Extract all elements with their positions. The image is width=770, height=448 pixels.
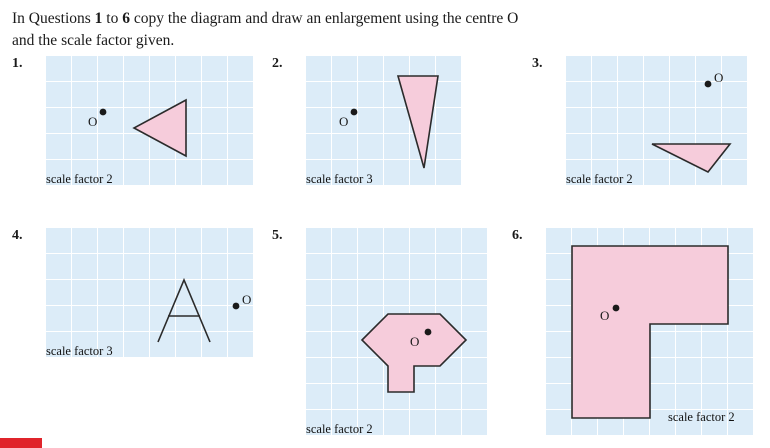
question-4-grid: [46, 228, 254, 358]
question-5-scale-factor: scale factor 2: [306, 422, 373, 436]
instruction-line1-mid: to: [102, 10, 123, 27]
instruction-line1-post: copy the diagram and draw an enlargement using the centre O: [129, 10, 519, 27]
question-6-figure: [546, 228, 754, 436]
question-4-figure: [46, 228, 254, 358]
centre-dot: [100, 109, 107, 116]
question-3: [532, 56, 762, 196]
instruction-line2: and the scale factor given.: [12, 32, 175, 50]
question-1-number: 1.: [12, 56, 23, 71]
question-1-grid-wrap: [46, 56, 254, 186]
question-4-scale-factor: scale factor 3: [46, 344, 113, 358]
page-footer-bar: [0, 438, 42, 448]
l-shape: [572, 246, 728, 418]
hexagon-tail-shape: [362, 314, 466, 392]
centre-label: O: [600, 308, 610, 323]
question-4-grid-wrap: [46, 228, 254, 358]
centre-label: O: [242, 292, 252, 307]
question-2-number: 2.: [272, 56, 283, 71]
question-6-grid: [546, 228, 754, 436]
question-6-number: 6.: [512, 228, 523, 243]
centre-dot: [705, 81, 712, 88]
question-5-grid-wrap: [306, 228, 488, 436]
question-3-grid-wrap: [566, 56, 748, 186]
question-6: [512, 228, 768, 448]
question-2-grid: [306, 56, 462, 186]
question-4: [12, 228, 262, 368]
centre-label: O: [88, 114, 98, 129]
centre-label: O: [714, 70, 724, 85]
question-1-figure: [46, 56, 254, 186]
question-2-scale-factor: scale factor 3: [306, 172, 373, 186]
question-2-grid-wrap: [306, 56, 462, 186]
question-1-scale-factor: scale factor 2: [46, 172, 113, 186]
question-2-figure: [306, 56, 462, 186]
question-5-grid: [306, 228, 488, 436]
question-5-figure: [306, 228, 488, 436]
question-3-scale-factor: scale factor 2: [566, 172, 633, 186]
triangle-shape: [652, 144, 730, 172]
question-5: [272, 228, 502, 448]
instruction-line1: [12, 10, 518, 27]
instruction-text: [12, 8, 652, 53]
centre-label: O: [339, 114, 349, 129]
question-2: [272, 56, 482, 196]
question-3-number: 3.: [532, 56, 543, 71]
question-1: [12, 56, 262, 196]
question-4-number: 4.: [12, 228, 23, 243]
question-3-grid: [566, 56, 748, 186]
centre-dot: [351, 109, 358, 116]
centre-dot: [613, 305, 620, 312]
question-3-figure: [566, 56, 748, 186]
instruction-bold-1: 1: [94, 10, 103, 27]
centre-label: O: [410, 334, 420, 349]
centre-dot: [233, 303, 240, 310]
triangle-shape: [398, 76, 438, 168]
triangle-shape: [134, 100, 186, 156]
question-6-grid-wrap: [546, 228, 754, 436]
question-6-scale-factor: scale factor 2: [668, 410, 735, 424]
instruction-bold-6: 6: [122, 10, 130, 27]
instruction-line1-pre: In Questions: [12, 10, 95, 27]
centre-dot: [425, 329, 432, 336]
question-1-grid: [46, 56, 254, 186]
question-5-number: 5.: [272, 228, 283, 243]
letter-a-legs: [158, 280, 210, 342]
